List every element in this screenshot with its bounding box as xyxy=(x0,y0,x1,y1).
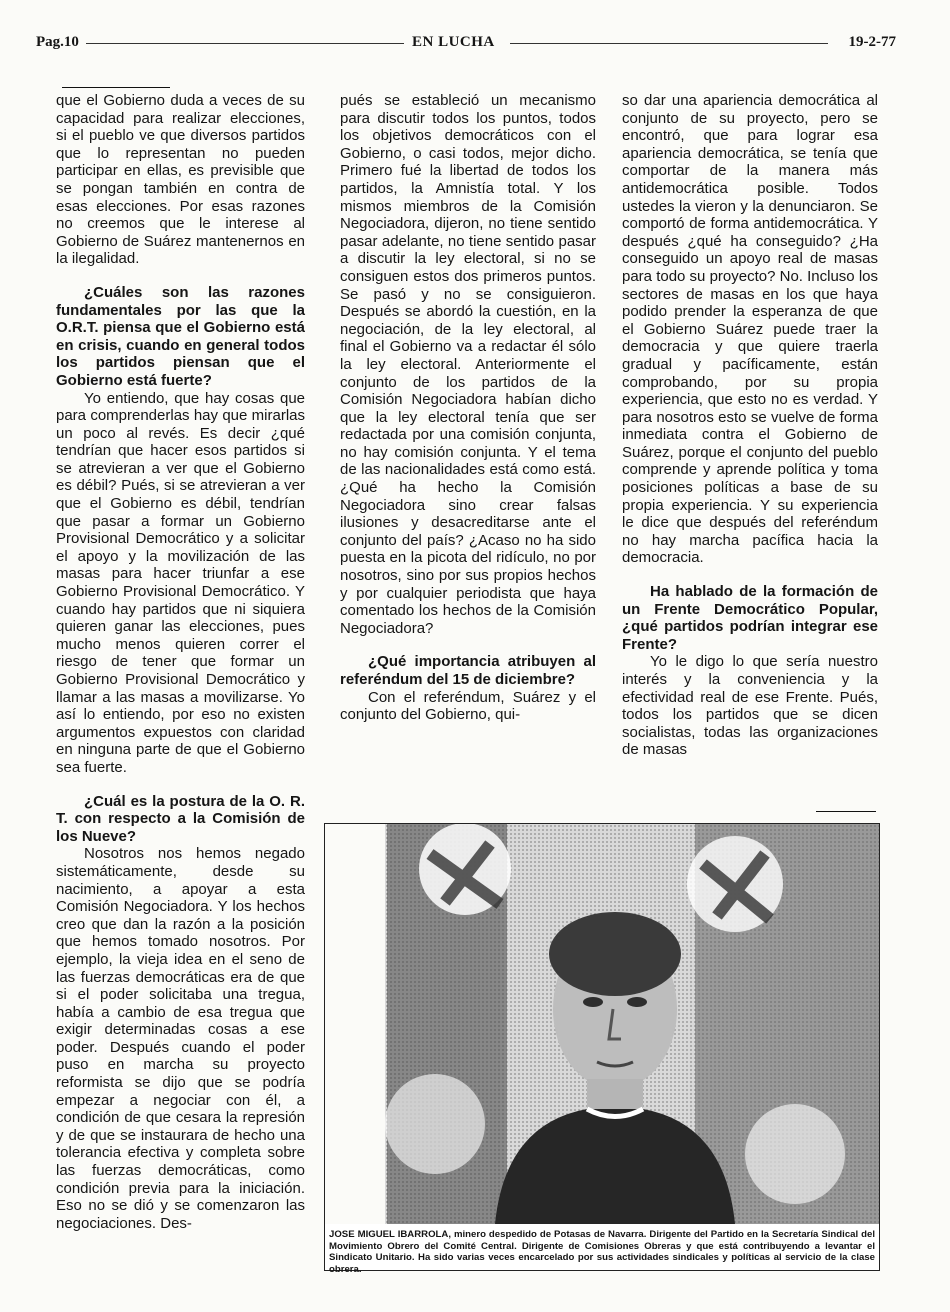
paragraph: que el Gobierno duda a veces de su capacidad para realizar elecciones, si el pueblo ve que diversos partidos que lo representan no pueden participar en ellas, es previsible que se pongan también en contra de esas elecciones. Por esas razones no creemos que le interese al Gobierno de Suárez mantenernos en la ilegalidad. xyxy=(56,92,305,268)
continuation-rule xyxy=(62,87,170,88)
portrait-photo xyxy=(324,823,880,1275)
interview-answer: Yo entiendo, que hay cosas que para comprenderlas hay que mirarlas un poco al revés. Es decir ¿qué tendrían que hacer esos partidos si se atrevieran a ver que el Gobierno es débil? Pués, si se atrevieran a ver que el Gobierno es débil, tendrían que pasar a formar un Gobierno Provisional Democrático y a solicitar el apoyo y la movilización de las masas para hacer triunfar a ese Gobierno Provisional Democrático. Y cuando hay partidos que ni siquiera quieren ganar las elecciones, pues mucho menos quieren correr el riesgo de tener que formar un Gobierno Provisional Democrático y llamar a las masas a movilizarse. Yo así lo entiendo, por eso no existen argumentos expuestos con claridad en ninguna parte de que el Gobierno sea fuerte. xyxy=(56,389,305,776)
paragraph: so dar una apariencia democrática al conjunto de su proyecto, pero se encontró, que para lograr esa apariencia democrática, se tenía que comportar de la manera más antidemocrática posible. Todos ustedes la vieron y la denunciaron. Se comportó de forma antidemocrática. Y después ¿qué ha conseguido? ¿Ha conseguido un apoyo real de masas para todo su proyecto? No. Incluso los sectores de masas en los que haya podido prender la esperanza de que el Gobierno Suárez puede traer la democracia y que quiere traerla gradual y pacíficamente, están comprobando, por su propia experiencia, que esto no es verdad. Y para nosotros esto se vuelve de forma inmediata contra el Gobierno de Suárez, porque el conjunto del pueblo comprende y aprende política y toma posiciones políticas a base de su propia experiencia. Y su experiencia le dice que después del referéndum no hay marcha pacífica hacia la democracia. xyxy=(622,92,878,567)
issue-date: 19-2-77 xyxy=(848,34,896,50)
column-3 xyxy=(622,92,878,759)
interview-question: Ha hablado de la formación de un Frente Democrático Popular, ¿qué partidos podrían integrar ese Frente? xyxy=(622,583,878,653)
paragraph: pués se estableció un mecanismo para discutir todos los puntos, todos los objetivos democráticos con el Gobierno, o casi todos, mejor dicho. Primero fué la libertad de todos los partidos, la Amnistía total. Y los mismos miembros de la Comisión Negociadora, dijeron, no tiene sentido pasar adelante, no tiene sentido pasar a discutir la ley electoral, si no se consiguen estos dos primeros puntos. Se pasó y no se consiguieron. Después se abordó la cuestión, en la negociación, de la ley electoral, al final el Gobierno va a redactar él sólo la ley electoral. Anteriormente el conjunto de los partidos de la Comisión Negociadora habían dicho que la ley electoral tenía que ser redactada por una comisión conjunta, no hay comisión conjunta. Y el tema de las nacionalidades está como está. ¿Qué ha hecho la Comisión Negociadora sino crear falsas ilusiones y desacreditarse ante el conjunto del país? ¿Acaso no ha sido puesta en la picota del ridículo, no por nosotros, sino por sus propios hechos y por cualquier periodista que haya comentado los hechos de la Comisión Negociadora? xyxy=(340,92,596,637)
page-number: Pag.10 xyxy=(36,34,79,50)
page-header xyxy=(36,30,896,56)
interview-question: ¿Cuáles son las razones fundamentales por las que la O.R.T. piensa que el Gobierno está en crisis, cuando en general todos los partidos piensan que el Gobierno está fuerte? xyxy=(56,283,305,389)
continuation-arrow xyxy=(816,811,876,812)
interview-answer: Nosotros nos hemos negado sistemáticamente, desde su nacimiento, a apoyar a esta Comisión Negociadora. Y los hechos creo que dan la razón a la posición que hemos tomado nosotros. Por ejemplo, la vieja idea en el seno de las fuerzas democráticas era de que si el poder solicitaba una tregua, había a cambio de esa tregua que exigir determinadas cosas a ese poder. Después cuando el poder puso en marcha su proyecto reformista se dijo que se podría empezar a negociar con él, a condición de que cesara la represión y de que se instaurara de hecho una tolerancia efectiva y completa sobre las fuerzas democráticas, como condición previa para la iniciación. Eso no se dió y se comenzaron las negociaciones. Des- xyxy=(56,845,305,1232)
photo-caption: JOSE MIGUEL IBARROLA, minero despedido de Potasas de Navarra. Dirigente del Partido en la Secretaría Sindical del Movimiento Obrero del Comité Central. Dirigente de Comisiones Obreras y que está contribuyendo a levantar el Sindicato Unitario. Ha sido varias veces encarcelado por sus actividades sindicales y políticas al servicio de la clase obrera. xyxy=(329,1229,875,1275)
header-rule-left xyxy=(86,43,404,44)
newspaper-title: EN LUCHA xyxy=(412,34,495,50)
column-1 xyxy=(56,92,305,1232)
column-2 xyxy=(340,92,596,724)
interview-answer: Con el referéndum, Suárez y el conjunto del Gobierno, qui- xyxy=(340,688,596,724)
interview-answer: Yo le digo lo que sería nuestro interés y la conveniencia y la efectividad real de ese Frente. Pués, todos los partidos que se dicen socialistas, todas las organizaciones de masas xyxy=(622,653,878,759)
portrait-image xyxy=(325,824,879,1224)
header-rule-right xyxy=(510,43,828,44)
interview-question: ¿Qué importancia atribuyen al referéndum del 15 de diciembre? xyxy=(340,653,596,688)
interview-question: ¿Cuál es la postura de la O. R. T. con respecto a la Comisión de los Nueve? xyxy=(56,792,305,845)
